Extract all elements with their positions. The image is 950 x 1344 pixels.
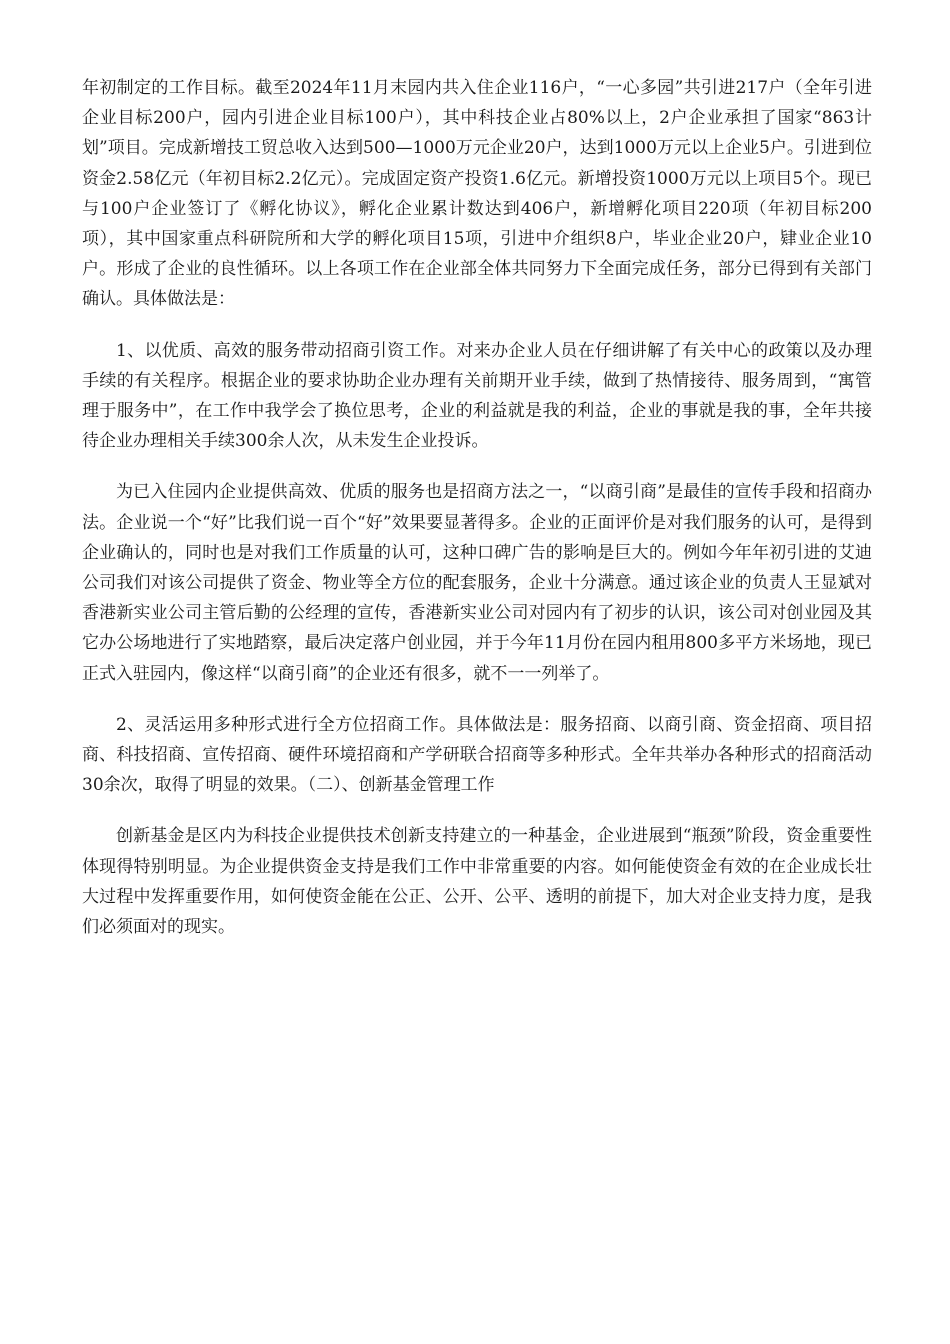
paragraph-innovation-fund: 创新基金是区内为科技企业提供技术创新支持建立的一种基金，企业进展到“瓶颈”阶段，资金重要性体现得特别明显。为企业提供资金支持是我们工作中非常重要的内容。如何能使资金有效的在企业成长壮大过程中发挥重要作用，如何使资金能在公正、公开、公平、透明的前提下，加大对企业支持力度，是我们必须面对的现实。 [82,826,872,938]
paragraph-item-2: 2、灵活运用多种形式进行全方位招商工作。具体做法是：服务招商、以商引商、资金招商、项目招商、科技招商、宣传招商、硬件环境招商和产学研联合招商等多种形式。全年共举办各种形式的招商活动30余次，取得了明显的效果。（二）、创新基金管理工作 [82,714,872,796]
paragraph-continuation: 年初制定的工作目标。截至2024年11月末园内共入住企业116户，“一心多园”共引进217户（全年引进企业目标200户，园内引进企业目标100户），其中科技企业占80%以上，2户企业承担了国家“863计划”项目。完成新增技工贸总收入达到500—1000万元企业20户，达到1000万元以上企业5户。引进到位资金2.58亿元（年初目标2.2亿元）。完成固定资产投资1.6亿元。新增投资1000万元以上项目5个。现已与100户企业签订了《孵化协议》，孵化企业累计数达到406户，新增孵化项目220项（年初目标200项），其中国家重点科研院所和大学的孵化项目15项，引进中介组织8户，毕业企业20户，肄业企业10户。形成了企业的良性循环。以上各项工作在企业部全体共同努力下全面完成任务，部分已得到有关部门确认。具体做法是： [82,78,872,310]
paragraph-item-1: 1、以优质、高效的服务带动招商引资工作。对来办企业人员在仔细讲解了有关中心的政策以及办理手续的有关程序。根据企业的要求协助企业办理有关前期开业手续，做到了热情接待、服务周到，“寓管理于服务中”，在工作中我学会了换位思考，企业的利益就是我的利益，企业的事就是我的事，全年共接待企业办理相关手续300余人次，从未发生企业投诉。 [82,340,872,452]
paragraph-shang-yin-shang: 为已入住园内企业提供高效、优质的服务也是招商方法之一，“以商引商”是最佳的宣传手段和招商办法。企业说一个“好”比我们说一百个“好”效果要显著得多。企业的正面评价是对我们服务的认可，是得到企业确认的，同时也是对我们工作质量的认可，这种口碑广告的影响是巨大的。例如今年年初引进的艾迪公司我们对该公司提供了资金、物业等全方位的配套服务，企业十分满意。通过该企业的负责人王显斌对香港新实业公司主管后勤的公经理的宣传，香港新实业公司对园内有了初步的认识，该公司对创业园及其它办公场地进行了实地踏察，最后决定落户创业园，并于今年11月份在园内租用800多平方米场地，现已正式入驻园内，像这样“以商引商”的企业还有很多，就不一一列举了。 [82,482,872,684]
document-page [82,73,872,963]
